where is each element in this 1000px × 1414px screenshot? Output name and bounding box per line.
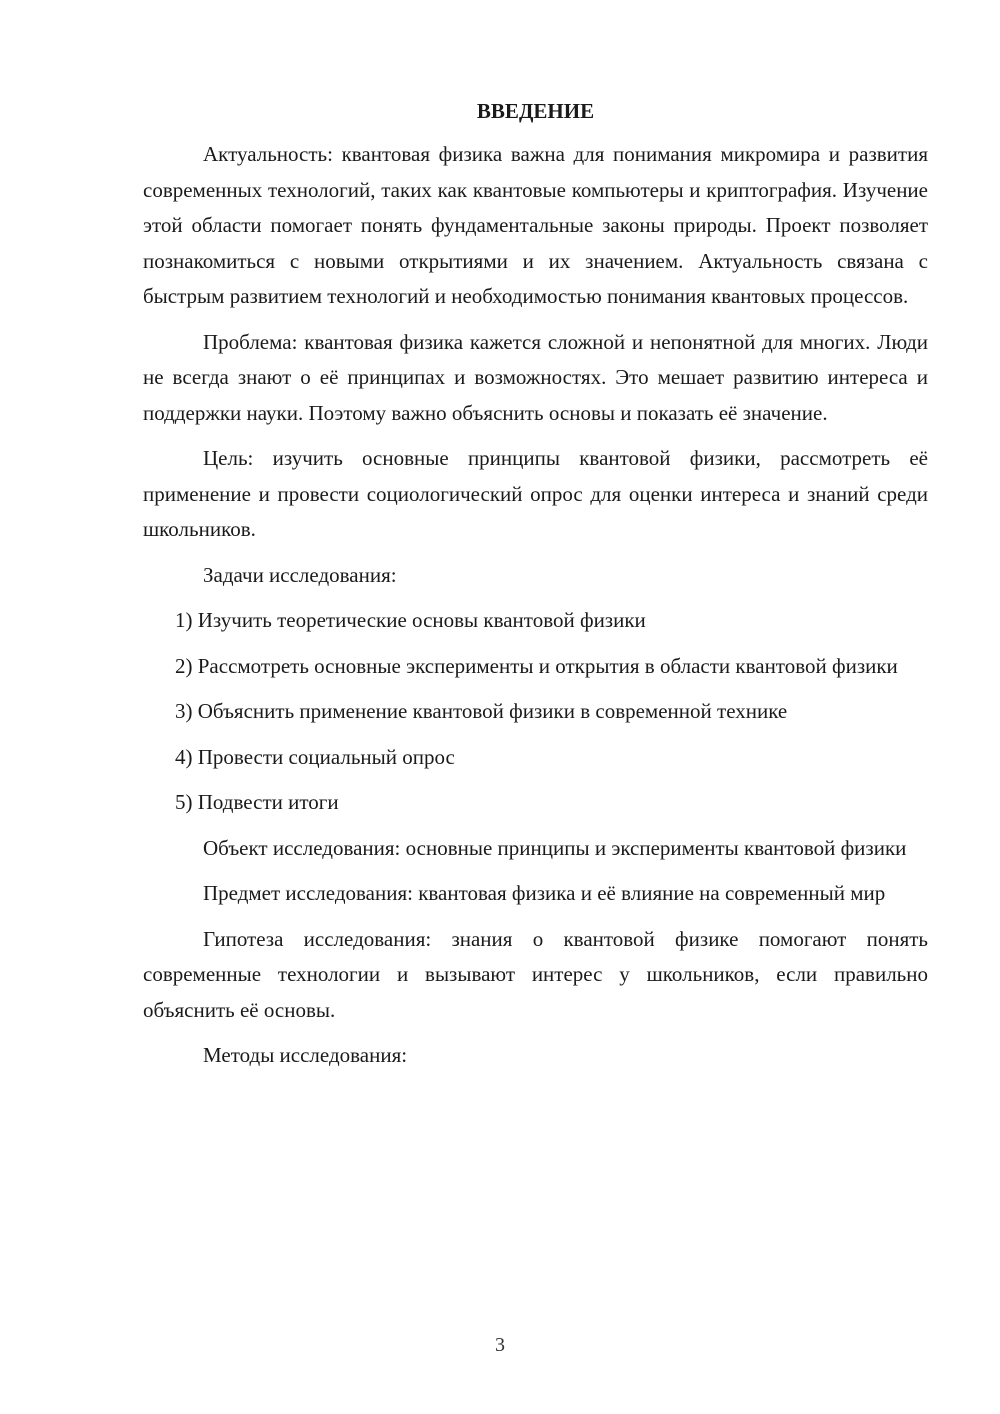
task-item-2: 2) Рассмотреть основные эксперименты и открытия в области квантовой физики bbox=[175, 653, 898, 678]
task-item-5: 5) Подвести итоги bbox=[175, 790, 339, 814]
section-heading: ВВЕДЕНИЕ bbox=[476, 99, 595, 123]
relevance-paragraph: Актуальность: квантовая физика важна для понимания микромира и развития современных технологий, таких как квантовые компьютеры и криптография. Изучение этой области помогает понять фундаментальные законы природы. Проект позволяет познакомиться с новыми открытиями и их значением. Актуальность связана с быстрым развитием технологий и необходимостью понимания квантовых процессов. bbox=[143, 142, 928, 308]
subject-paragraph: Предмет исследования: квантовая физика и её влияние на современный мир bbox=[203, 881, 886, 905]
object-paragraph: Объект исследования: основные принципы и эксперименты квантовой физики bbox=[203, 835, 907, 860]
methods-heading: Методы исследования: bbox=[203, 1043, 408, 1067]
page-content bbox=[143, 97, 928, 1084]
task-item-3: 3) Объяснить применение квантовой физики в современной технике bbox=[175, 699, 788, 723]
tasks-heading: Задачи исследования: bbox=[203, 562, 397, 587]
hypothesis-paragraph: Гипотеза исследования: знания о квантовой физике помогают понять современные технологии и вызывают интерес у школьников, если правильно объяснить её основы. bbox=[143, 926, 928, 1022]
problem-paragraph: Проблема: квантовая физика кажется сложной и непонятной для многих. Люди не всегда знают о её принципах и возможностях. Это мешает развитию интереса и поддержки науки. Поэтому важно объяснить основы и показать её значение. bbox=[143, 329, 928, 425]
page-number: 3 bbox=[495, 1334, 505, 1356]
task-item-4: 4) Провести социальный опрос bbox=[175, 744, 455, 769]
goal-paragraph: Цель: изучить основные принципы квантовой физики, рассмотреть её применение и провести социологический опрос для оценки интереса и знаний среди школьников. bbox=[143, 446, 928, 541]
task-item-1: 1) Изучить теоретические основы квантовой физики bbox=[175, 608, 646, 632]
